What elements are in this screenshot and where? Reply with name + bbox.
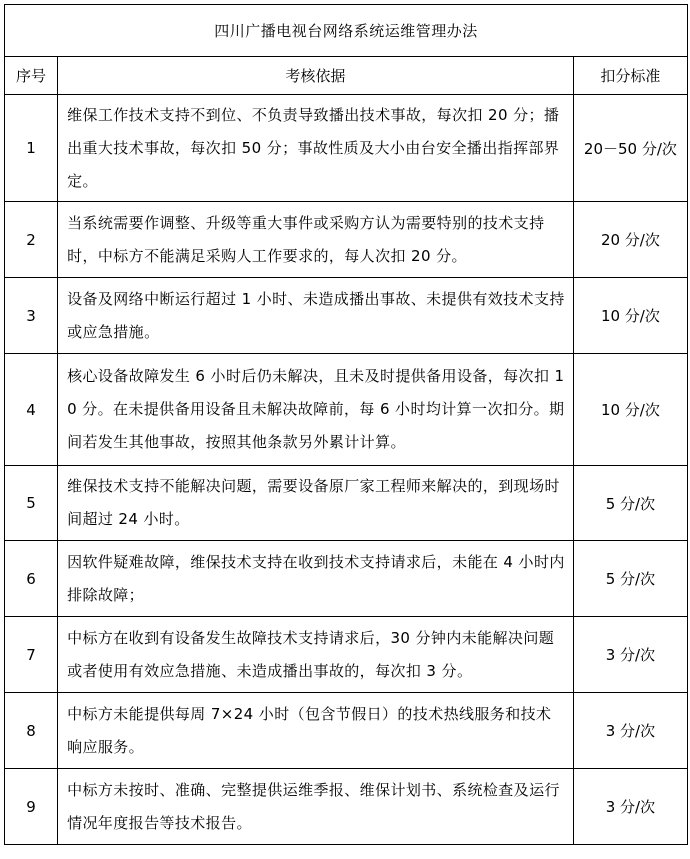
row-no: 3 xyxy=(5,278,58,354)
row-basis: 维保工作技术支持不到位、不负责导致播出技术事故，每次扣 20 分；播出重大技术事故，每次扣 50 分；事故性质及大小由台安全播出指挥部界定。 xyxy=(58,95,574,202)
row-no: 8 xyxy=(5,693,58,769)
row-basis: 中标方未能提供每周 7×24 小时（包含节假日）的技术热线服务和技术响应服务。 xyxy=(58,693,574,769)
row-standard: 3 分/次 xyxy=(573,693,687,769)
row-basis: 设备及网络中断运行超过 1 小时、未造成播出事故、未提供有效技术支持或应急措施。 xyxy=(58,278,574,354)
row-standard: 3 分/次 xyxy=(573,769,687,845)
table-row xyxy=(5,202,688,278)
table-row xyxy=(5,769,688,845)
row-no: 5 xyxy=(5,466,58,541)
row-no: 1 xyxy=(5,95,58,202)
title-row xyxy=(5,5,688,57)
table-row xyxy=(5,617,688,693)
row-no: 7 xyxy=(5,617,58,693)
table-row xyxy=(5,278,688,354)
row-standard: 10 分/次 xyxy=(573,354,687,466)
row-no: 4 xyxy=(5,354,58,466)
header-no: 序号 xyxy=(5,57,58,95)
row-basis: 中标方未按时、准确、完整提供运维季报、维保计划书、系统检查及运行情况年度报告等技术报告。 xyxy=(58,769,574,845)
table-title: 四川广播电视台网络系统运维管理办法 xyxy=(5,5,688,57)
row-standard: 10 分/次 xyxy=(573,278,687,354)
row-no: 9 xyxy=(5,769,58,845)
table-row xyxy=(5,466,688,541)
table-row xyxy=(5,541,688,617)
row-no: 2 xyxy=(5,202,58,278)
row-basis: 核心设备故障发生 6 小时后仍未解决，且未及时提供备用设备，每次扣 10 分。在未提供备用设备且未解决故障前，每 6 小时均计算一次扣分。期间若发生其他事故，按照其他条款另外累计计算。 xyxy=(58,354,574,466)
row-standard: 5 分/次 xyxy=(573,466,687,541)
row-no: 6 xyxy=(5,541,58,617)
row-basis: 维保技术支持不能解决问题，需要设备原厂家工程师来解决的，到现场时间超过 24 小时。 xyxy=(58,466,574,541)
header-standard: 扣分标准 xyxy=(573,57,687,95)
table-row xyxy=(5,693,688,769)
assessment-table xyxy=(4,4,688,845)
row-standard: 3 分/次 xyxy=(573,617,687,693)
row-basis: 因软件疑难故障，维保技术支持在收到技术支持请求后，未能在 4 小时内排除故障； xyxy=(58,541,574,617)
row-standard: 20 分/次 xyxy=(573,202,687,278)
table-row xyxy=(5,95,688,202)
header-basis: 考核依据 xyxy=(58,57,574,95)
document-page xyxy=(4,4,688,845)
row-standard: 5 分/次 xyxy=(573,541,687,617)
row-basis: 中标方在收到有设备发生故障技术支持请求后，30 分钟内未能解决问题或者使用有效应急措施、未造成播出事故的，每次扣 3 分。 xyxy=(58,617,574,693)
row-basis: 当系统需要作调整、升级等重大事件或采购方认为需要特别的技术支持时，中标方不能满足采购人工作要求的，每人次扣 20 分。 xyxy=(58,202,574,278)
row-standard: 20－50 分/次 xyxy=(573,95,687,202)
header-row xyxy=(5,57,688,95)
table-row xyxy=(5,354,688,466)
